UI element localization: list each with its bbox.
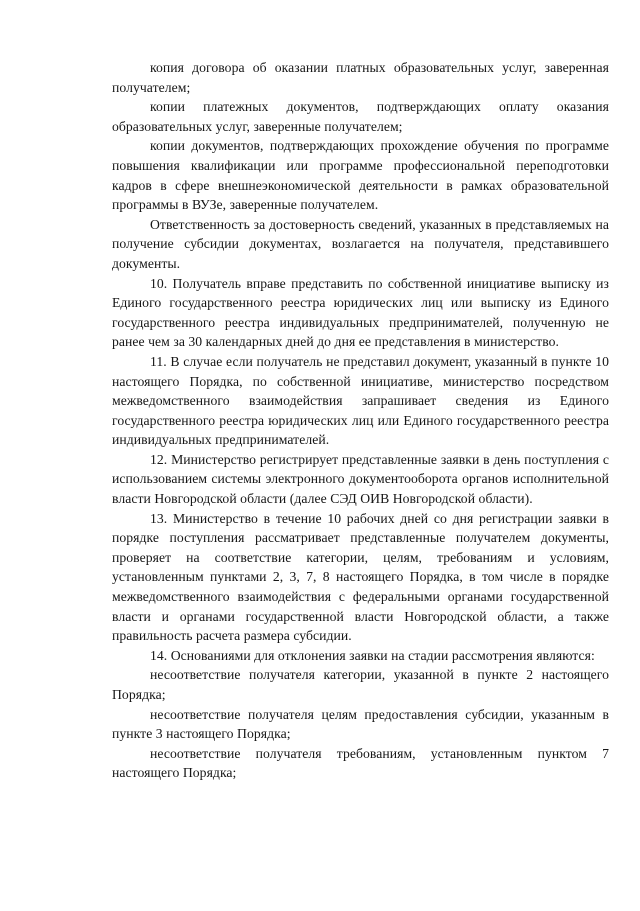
paragraph-payment-docs: копии платежных документов, подтверждающих оплату оказания образовательных услуг, заверенные получателем; [112, 99, 609, 134]
paragraph-11: 11. В случае если получатель не представил документ, указанный в пункте 10 настоящего Порядка, по собственной инициативе, министерство посредством межведомственного взаимодействия запрашивает сведения из Единого государственного реестра юридических лиц или Единого государственного реестра индивидуальных предпринимателей. [112, 353, 609, 448]
paragraph-requirements-mismatch: несоответствие получателя требованиям, установленным пунктом 7 настоящего Порядка; [112, 745, 609, 781]
paragraph-10: 10. Получатель вправе представить по собственной инициативе выписку из Единого государственного реестра юридических лиц или выписку из Единого государственного реестра индивидуальных предпринимателей, полученную не ранее чем за 30 календарных дней до дня ее представления в министерство. [112, 275, 609, 350]
paragraph-13: 13. Министерство в течение 10 рабочих дней со дня регистрации заявки в порядке поступления рассматривает представленные получателем документы, проверяет на соответствие категории, целям, требованиям и условиям, установленным пунктами 2, 3, 7, 8 настоящего Порядка, в том числе в порядке межведомственного взаимодействия с федеральными органами государственной власти и органами государственной власти Новгородской области, а также правильность расчета размера субсидии. [112, 510, 609, 644]
paragraph-category-mismatch: несоответствие получателя категории, указанной в пункте 2 настоящего Порядка; [112, 667, 609, 702]
paragraph-training-docs: копии документов, подтверждающих прохождение обучения по программе повышения квалификации или программе профессиональной переподготовки кадров в сфере внешнеэкономической деятельности в рамках образовательной программы в ВУЗе, заверенные получателем. [112, 138, 609, 213]
paragraph-contract-copy: копия договора об оказании платных образовательных услуг, заверенная получателем; [112, 60, 609, 95]
paragraph-purpose-mismatch: несоответствие получателя целям предоставления субсидии, указанным в пункте 3 настоящего Порядка; [112, 706, 609, 742]
paragraph-14: 14. Основаниями для отклонения заявки на стадии рассмотрения являются: [150, 647, 595, 663]
paragraph-responsibility: Ответственность за достоверность сведений, указанных в представляемых на получение субсидии документах, возлагается на получателя, представившего документы. [112, 216, 609, 271]
paragraph-12: 12. Министерство регистрирует представленные заявки в день поступления с использованием системы электронного документооборота органов исполнительной власти Новгородской области (далее СЭД ОИВ Новгородской области). [112, 451, 609, 507]
document-page [112, 58, 609, 783]
